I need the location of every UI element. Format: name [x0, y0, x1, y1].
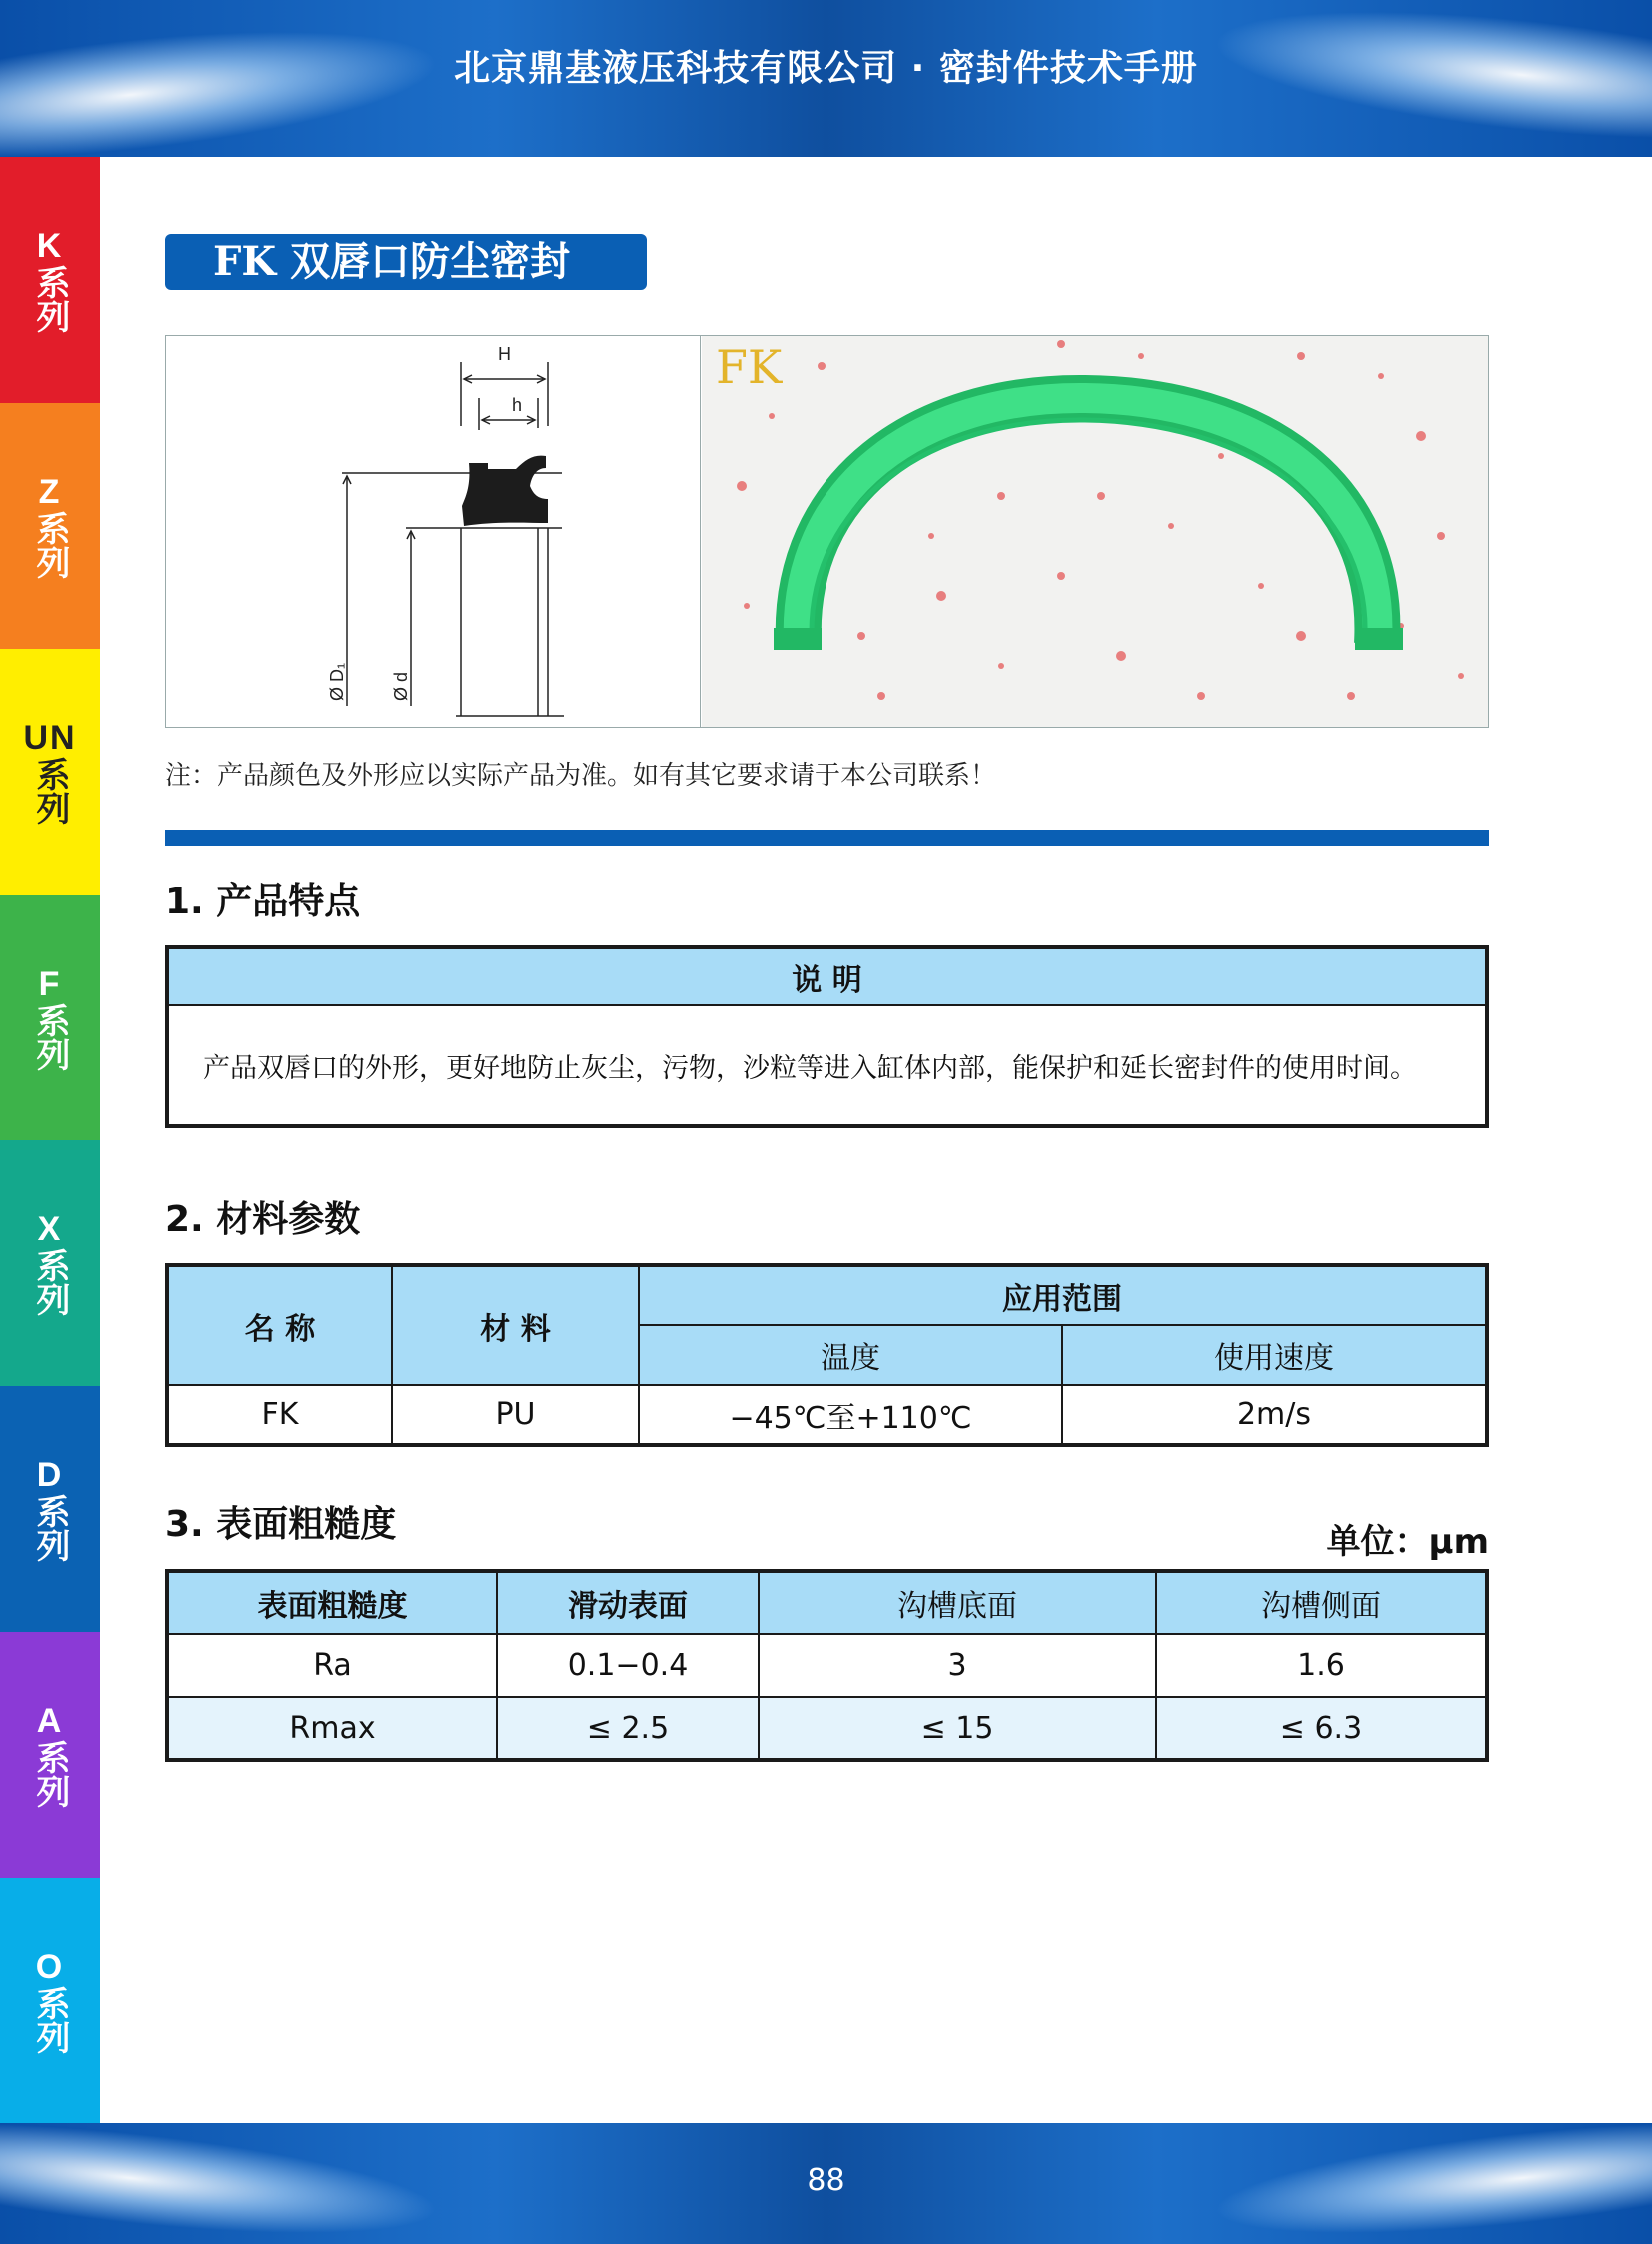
material-header-material: 材 料: [392, 1265, 639, 1385]
roughness-table: [165, 1569, 1489, 1762]
roughness-header: 沟槽侧面: [1156, 1571, 1487, 1634]
page-number: 88: [807, 2163, 845, 2198]
product-photo: [702, 336, 1488, 727]
label-d: Ø d: [391, 671, 411, 701]
table-cell: Rmax: [167, 1697, 497, 1760]
tab-a-series[interactable]: A 系列: [0, 1632, 100, 1878]
cross-section-drawing: [166, 336, 701, 727]
section2-title: 2. 材料参数: [165, 1199, 361, 1240]
table-cell: 0.1−0.4: [497, 1634, 759, 1697]
tab-k-series[interactable]: K 系列: [0, 157, 100, 403]
tab-d-series[interactable]: D 系列: [0, 1386, 100, 1632]
product-note: 注：产品颜色及外形应以实际产品为准。如有其它要求请于本公司联系！: [165, 761, 997, 791]
tab-un-series[interactable]: UN 系列: [0, 649, 100, 895]
material-cell-name: FK: [167, 1385, 392, 1445]
photo-svg: [702, 336, 1488, 727]
table-cell: 1.6: [1156, 1634, 1487, 1697]
table-cell: ≤ 15: [759, 1697, 1156, 1760]
features-text: 产品双唇口的外形，更好地防止灰尘，污物，沙粒等进入缸体内部，能保护和延长密封件的使用时间。: [167, 1005, 1487, 1126]
product-title: FK 双唇口防尘密封: [165, 234, 647, 290]
product-figure: [165, 335, 1489, 728]
material-header-temp: 温度: [639, 1325, 1062, 1385]
roughness-header: 表面粗糙度: [167, 1571, 497, 1634]
label-d1: Ø D₁: [327, 662, 347, 701]
section1-title: 1. 产品特点: [165, 881, 361, 922]
table-cell: Ra: [167, 1634, 497, 1697]
table-cell: ≤ 6.3: [1156, 1697, 1487, 1760]
material-cell-material: PU: [392, 1385, 639, 1445]
section-divider: [165, 830, 1489, 846]
material-cell-temp: −45℃至+110℃: [639, 1385, 1062, 1445]
material-cell-speed: 2m/s: [1062, 1385, 1487, 1445]
footer-banner: [0, 2123, 1652, 2244]
section3-title: 3. 表面粗糙度: [165, 1504, 397, 1545]
material-table: [165, 1263, 1489, 1447]
photo-label: FK: [716, 340, 783, 394]
label-h: h: [512, 395, 523, 415]
unit-label: 单位：μm: [1326, 1522, 1489, 1562]
roughness-header: 滑动表面: [497, 1571, 759, 1634]
table-row: [167, 1385, 1487, 1445]
header-title: 北京鼎基液压科技有限公司 · 密封件技术手册: [454, 48, 1198, 89]
series-tabs: [0, 157, 100, 2123]
table-row: [167, 1697, 1487, 1760]
tab-z-series[interactable]: Z 系列: [0, 403, 100, 649]
label-H: H: [498, 344, 511, 364]
roughness-header: 沟槽底面: [759, 1571, 1156, 1634]
tab-x-series[interactable]: X 系列: [0, 1140, 100, 1386]
material-header-speed: 使用速度: [1062, 1325, 1487, 1385]
features-header: 说 明: [167, 947, 1487, 1005]
header-banner: [0, 0, 1652, 157]
drawing-svg: [166, 336, 701, 727]
table-cell: ≤ 2.5: [497, 1697, 759, 1760]
table-row: [167, 1634, 1487, 1697]
features-table: [165, 945, 1489, 1128]
tab-o-series[interactable]: O 系列: [0, 1878, 100, 2124]
material-header-range: 应用范围: [639, 1265, 1487, 1325]
table-cell: 3: [759, 1634, 1156, 1697]
tab-f-series[interactable]: F 系列: [0, 895, 100, 1140]
material-header-name: 名 称: [167, 1265, 392, 1385]
